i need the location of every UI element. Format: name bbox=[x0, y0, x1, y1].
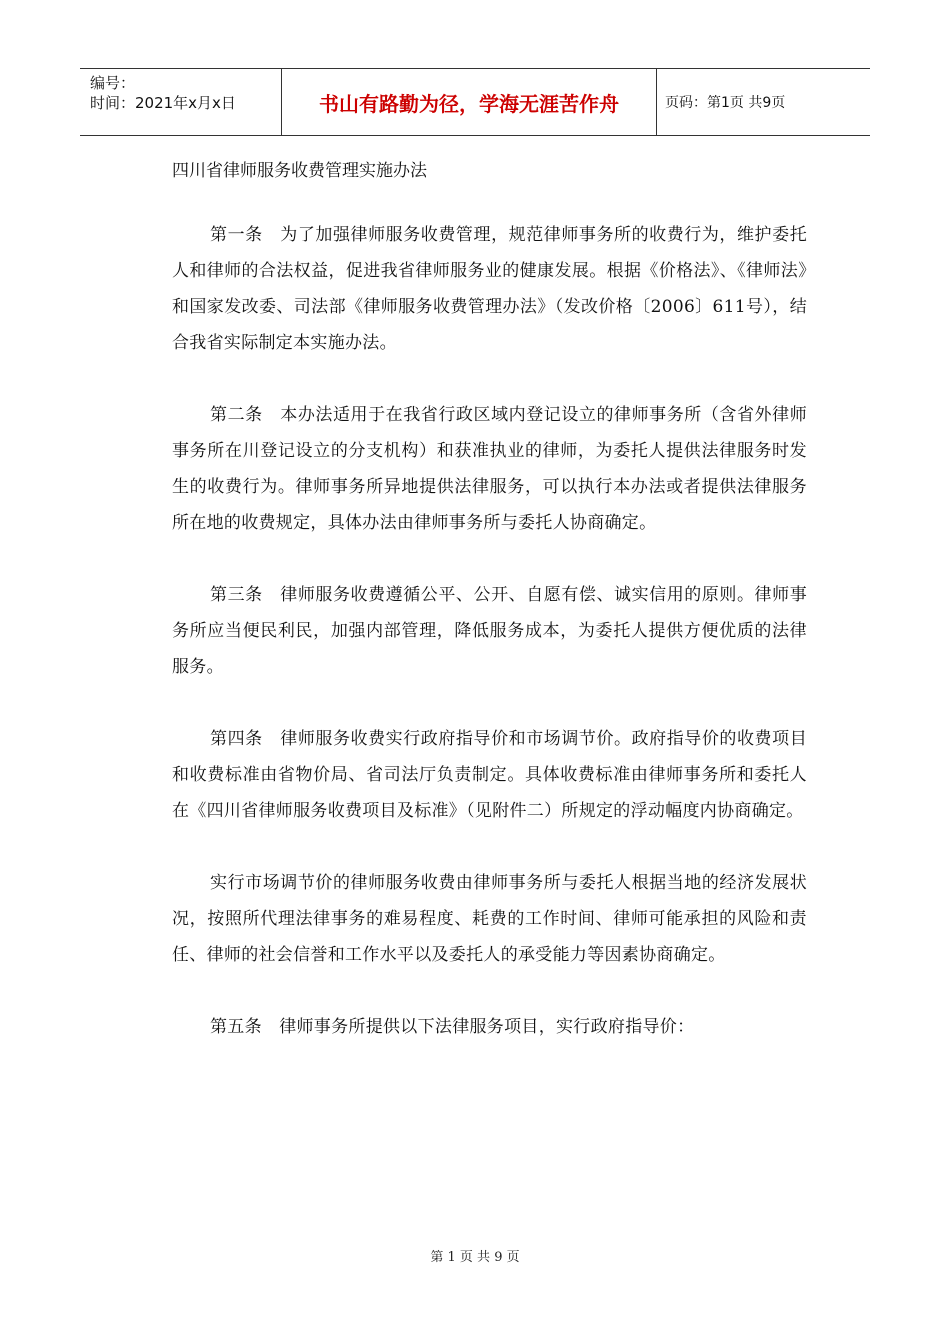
footer-page-number: 第 1 页 共 9 页 bbox=[430, 1250, 520, 1265]
paragraph-article-5: 第五条 律师事务所提供以下法律服务项目，实行政府指导价： bbox=[210, 1017, 695, 1037]
paragraph-article-2: 第二条 本办法适用于在我省行政区域内登记设立的律师事务所（含省外律师事务所在川登记设立的分支机构）和获准执业的律师，为委托人提供法律服务时发生的收费行为。律师事务所异地提供法律服务，可以执行本办法或者提供法律服务所在地的收费规定，具体办法由律师事务所与委托人协商确定。 bbox=[172, 405, 807, 533]
paragraph-article-1: 第一条 为了加强律师服务收费管理，规范律师事务所的收费行为，维护委托人和律师的合法权益，促进我省律师服务业的健康发展。根据《价格法》、《律师法》和国家发改委、司法部《律师服务收费管理办法》（发改价格〔2006〕611号），结合我省实际制定本实施办法。 bbox=[172, 225, 807, 353]
page-header bbox=[80, 68, 870, 136]
header-page-cell bbox=[657, 69, 870, 135]
document-body bbox=[172, 153, 807, 1045]
paragraph-market-price: 实行市场调节价的律师服务收费由律师事务所与委托人根据当地的经济发展状况，按照所代理法律事务的难易程度、耗费的工作时间、律师可能承担的风险和责任、律师的社会信誉和工作水平以及委托人的承受能力等因素协商确定。 bbox=[172, 873, 807, 965]
number-label: 编号： bbox=[90, 74, 136, 92]
page-code: 页码：第1页 共9页 bbox=[665, 95, 786, 111]
paragraph-article-4: 第四条 律师服务收费实行政府指导价和市场调节价。政府指导价的收费项目和收费标准由省物价局、省司法厅负责制定。具体收费标准由律师事务所和委托人在《四川省律师服务收费项目及标准》（见附件二）所规定的浮动幅度内协商确定。 bbox=[172, 729, 807, 821]
header-meta-cell bbox=[80, 69, 282, 135]
page-footer bbox=[0, 1246, 950, 1265]
motto-text: 书山有路勤为径，学海无涯苦作舟 bbox=[319, 91, 619, 116]
header-motto-cell bbox=[282, 69, 657, 135]
document-title: 四川省律师服务收费管理实施办法 bbox=[172, 161, 427, 181]
paragraph-article-3: 第三条 律师服务收费遵循公平、公开、自愿有偿、诚实信用的原则。律师事务所应当便民利民，加强内部管理，降低服务成本，为委托人提供方便优质的法律服务。 bbox=[172, 585, 807, 677]
time-label: 时间：2021年x月x日 bbox=[90, 94, 236, 112]
